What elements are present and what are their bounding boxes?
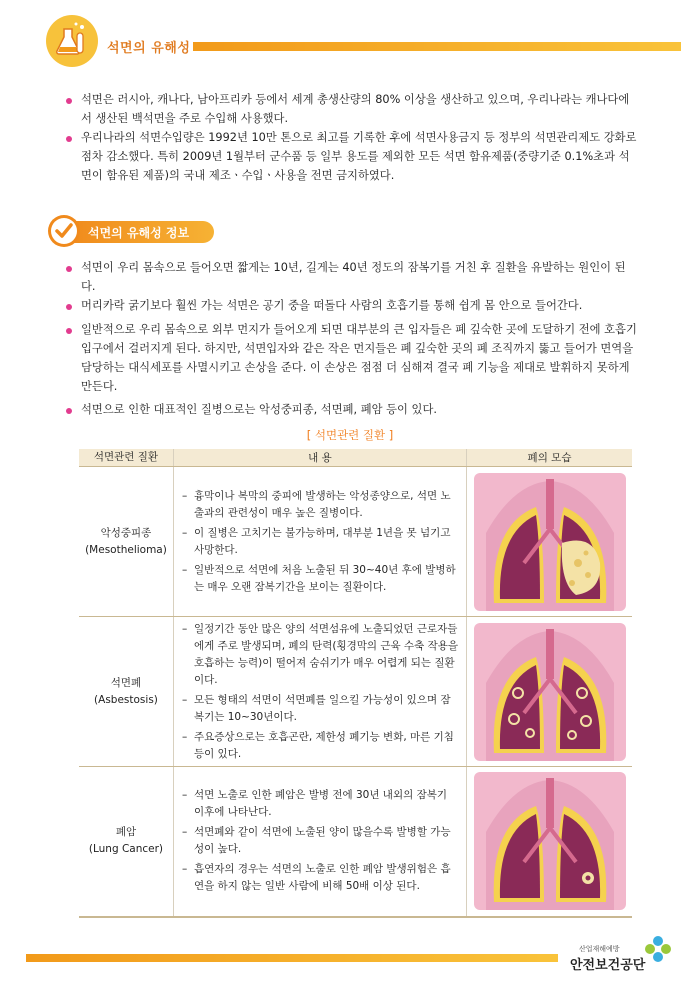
header-bar xyxy=(193,42,681,51)
table-caption: [ 석면관련 질환 ] xyxy=(306,428,394,442)
section-paragraph-2: 머리카락 굵기보다 훨씬 가는 석면은 공기 중을 떠돌다 사람의 호흡기를 통해 쉽게 몸 안으로 들어간다. xyxy=(81,299,583,312)
disease-name-cell xyxy=(79,767,173,917)
disease-table xyxy=(79,449,632,918)
lung-asbestosis-illustration xyxy=(474,623,626,761)
bullet-icon xyxy=(66,98,72,104)
bullet-icon xyxy=(66,136,72,142)
disease-name-cell xyxy=(79,467,173,617)
content-item: – 흉막이나 복막의 중피에 발생하는 악성종양으로, 석면 노출과의 관련성이 매우 높은 질병이다. xyxy=(182,488,460,522)
content-item: – 주요증상으로는 호흡곤란, 제한성 폐기능 변화, 마른 기침 등이 있다. xyxy=(182,729,460,763)
table-row xyxy=(79,467,632,617)
table-row xyxy=(79,617,632,767)
col-header-disease: 석면관련 질환 xyxy=(79,449,173,467)
bullet-icon xyxy=(66,328,72,334)
col-header-content: 내 용 xyxy=(173,449,466,467)
disease-name: 악성중피종 xyxy=(100,526,152,539)
content-item: – 이 질병은 고치기는 불가능하며, 대부분 1년을 못 넘기고 사망한다. xyxy=(182,525,460,559)
disease-name-en: (Asbestosis) xyxy=(94,693,158,706)
section-paragraph-1: 석면이 우리 몸속으로 들어오면 짧게는 10년, 길게는 40년 정도의 잠복기를 거친 후 질환을 유발하는 원인이 된다. xyxy=(81,261,626,293)
org-name: 안전보건공단 xyxy=(570,958,646,973)
kosha-logo-icon xyxy=(643,934,673,964)
content-item: – 석면 노출로 인한 폐암은 발병 전에 30년 내외의 잠복기 이후에 나타난다. xyxy=(182,787,460,821)
col-header-lung-image: 폐의 모습 xyxy=(467,449,632,467)
disease-name: 석면폐 xyxy=(110,676,142,689)
table-header-row xyxy=(79,449,632,467)
disease-name-en: (Mesothelioma) xyxy=(85,543,167,556)
org-subtitle: 산업재해예방 xyxy=(579,945,620,953)
checkmark-icon xyxy=(48,215,80,247)
disease-name-en: (Lung Cancer) xyxy=(88,843,164,856)
content-item: – 일반적으로 석면에 처음 노출된 뒤 30~40년 후에 발병하는 매우 오랜 잠복기간을 보이는 질환이다. xyxy=(182,562,460,596)
section-title: 석면의 유해성 정보 xyxy=(88,226,190,240)
content-item: – 모든 형태의 석면이 석면폐를 일으킬 가능성이 있으며 잠복기는 10~30년이다. xyxy=(182,692,460,726)
intro-paragraph-1: 석면은 러시아, 캐나다, 남아프리카 등에서 세계 총생산량의 80% 이상을 생산하고 있으며, 우리나라는 캐나다에서 생산된 백석면을 주로 수입해 사용했다. xyxy=(81,93,630,125)
section-paragraph-3: 일반적으로 우리 몸속으로 외부 먼지가 들어오게 되면 대부분의 큰 입자들은 폐 깊숙한 곳에 도달하기 전에 호흡기 입구에서 걸러지게 된다. 하지만, 석면입자와 같은 작은 먼지들은 폐 깊숙한 곳의 폐 조직까지 뚫고 들어가 면역을 담당하는 대식세포를 사멸시키고 손상을 준다. 이 손상은 점점 더 심해져 결국 폐 기능을 제대로 발휘하지 못하게 만든다. xyxy=(81,323,637,393)
flask-icon xyxy=(46,15,98,67)
disease-content-cell xyxy=(173,767,466,917)
table-row xyxy=(79,767,632,917)
bullet-icon xyxy=(66,408,72,414)
bullet-icon xyxy=(66,304,72,310)
section-paragraph-4: 석면으로 인한 대표적인 질병으로는 악성중피종, 석면폐, 폐암 등이 있다. xyxy=(81,403,437,416)
lung-image-cell xyxy=(467,767,632,917)
page-title: 석면의 유해성 xyxy=(107,41,191,56)
content-item: – 일정기간 동안 많은 양의 석면섬유에 노출되었던 근로자들에게 주로 발생되며, 폐의 탄력(횡경막의 근육 수축 작용을 호흡하는 능력)이 떨어져 숨쉬기가 매우 어렵게 되는 질환이다. xyxy=(182,621,460,689)
content-item: – 석면폐와 같이 석면에 노출된 양이 많을수록 발병할 가능성이 높다. xyxy=(182,824,460,858)
lung-mesothelioma-illustration xyxy=(474,473,626,611)
lung-cancer-illustration xyxy=(474,772,626,910)
bullet-icon xyxy=(66,266,72,272)
disease-name: 폐암 xyxy=(115,826,137,839)
content-item: – 흡연자의 경우는 석면의 노출로 인한 폐암 발생위험은 흡연을 하지 않는 일반 사람에 비해 50배 이상 된다. xyxy=(182,861,460,895)
footer-bar xyxy=(26,954,558,962)
disease-content-cell xyxy=(173,467,466,617)
lung-image-cell xyxy=(467,617,632,767)
disease-content-cell xyxy=(173,617,466,767)
lung-image-cell xyxy=(467,467,632,617)
disease-name-cell xyxy=(79,617,173,767)
intro-paragraph-2: 우리나라의 석면수입량은 1992년 10만 톤으로 최고를 기록한 후에 석면사용금지 등 정부의 석면관리제도 강화로 점차 감소했다. 특히 2009년 1월부터 군수품 등 일부 용도를 제외한 모든 석면 함유제품(중량기준 0.1%초과 석면이 함유된 제품)의 국내 제조ㆍ수입ㆍ사용을 전면 금지하였다. xyxy=(81,131,637,182)
